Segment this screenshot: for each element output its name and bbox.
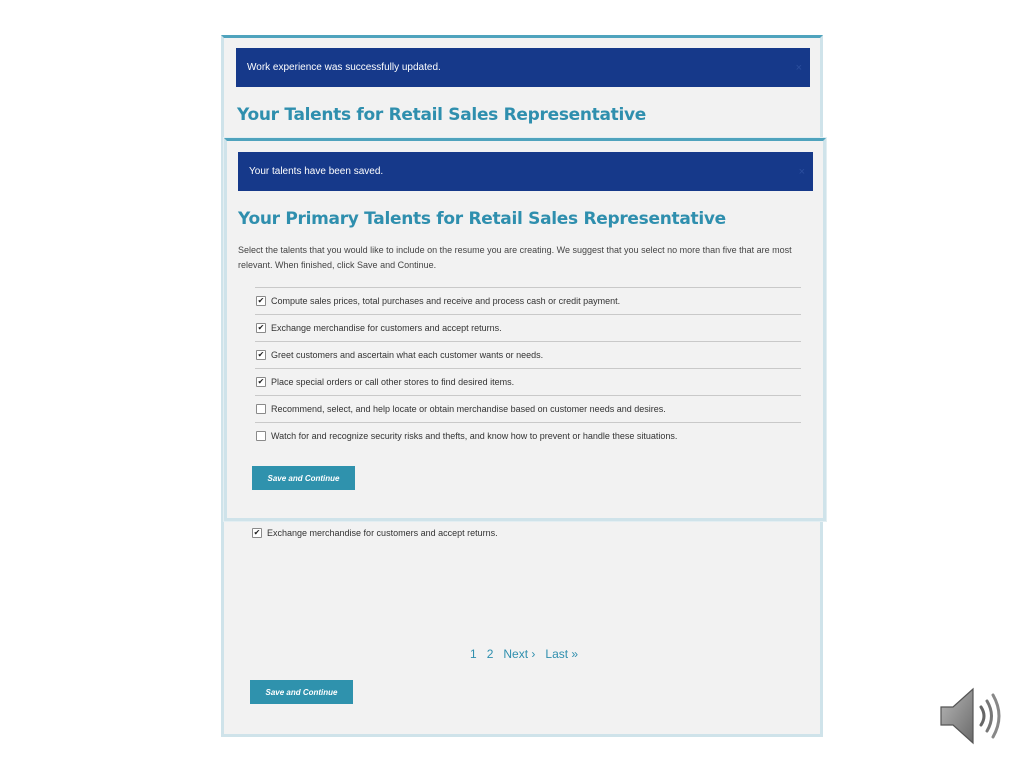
- list-item[interactable]: [255, 368, 801, 395]
- page-title: Your Talents for Retail Sales Representative: [237, 105, 647, 125]
- talent-label: Compute sales prices, total purchases and receive and process cash or credit payment.: [271, 296, 621, 306]
- list-item[interactable]: [255, 314, 801, 341]
- checkbox[interactable]: ✔: [257, 323, 265, 332]
- primary-talents-panel: [224, 138, 826, 521]
- page-2-link[interactable]: 2: [486, 647, 494, 661]
- save-continue-button[interactable]: Save and Continue: [252, 466, 355, 490]
- alert-message: Work experience was successfully updated.: [247, 62, 441, 73]
- checkbox[interactable]: ✔: [253, 528, 261, 538]
- page-title: Your Primary Talents for Retail Sales Representative: [238, 209, 726, 229]
- success-alert: [236, 48, 810, 87]
- primary-talent-list: [255, 287, 801, 449]
- next-page-link[interactable]: Next ›: [503, 647, 536, 661]
- checkbox[interactable]: [256, 431, 266, 441]
- list-item[interactable]: [252, 522, 673, 543]
- last-page-link[interactable]: Last »: [545, 647, 579, 661]
- page-1-link[interactable]: 1: [470, 647, 477, 661]
- close-icon[interactable]: ×: [798, 165, 805, 178]
- save-continue-button[interactable]: Save and Continue: [250, 680, 353, 704]
- speaker-icon[interactable]: [939, 685, 1005, 747]
- saved-alert: [238, 152, 813, 191]
- checkbox[interactable]: ✔: [257, 350, 265, 359]
- talent-label: Exchange merchandise for customers and accept returns.: [267, 528, 498, 539]
- talent-label: Exchange merchandise for customers and accept returns.: [271, 323, 502, 333]
- pagination: [470, 647, 578, 661]
- list-item[interactable]: [255, 395, 801, 422]
- talent-label: Watch for and recognize security risks and thefts, and know how to prevent or handle these situations.: [271, 431, 678, 441]
- alert-message: Your talents have been saved.: [249, 166, 384, 177]
- talent-label: Place special orders or call other stores to find desired items.: [271, 377, 515, 387]
- instructions: Select the talents that you would like to include on the resume you are creating. We suggest that you select no more than five that are most relevant. When finished, click Save and Continue.: [238, 245, 792, 270]
- list-item[interactable]: [255, 422, 801, 449]
- talent-label: Recommend, select, and help locate or obtain merchandise based on customer needs and desires.: [271, 404, 666, 414]
- checkbox[interactable]: ✔: [257, 296, 265, 305]
- list-item[interactable]: [255, 287, 801, 314]
- close-icon[interactable]: ×: [795, 61, 802, 74]
- checkbox[interactable]: ✔: [257, 377, 265, 386]
- talent-label: Greet customers and ascertain what each customer wants or needs.: [271, 350, 544, 360]
- list-item[interactable]: [255, 341, 801, 368]
- checkbox[interactable]: [256, 404, 266, 414]
